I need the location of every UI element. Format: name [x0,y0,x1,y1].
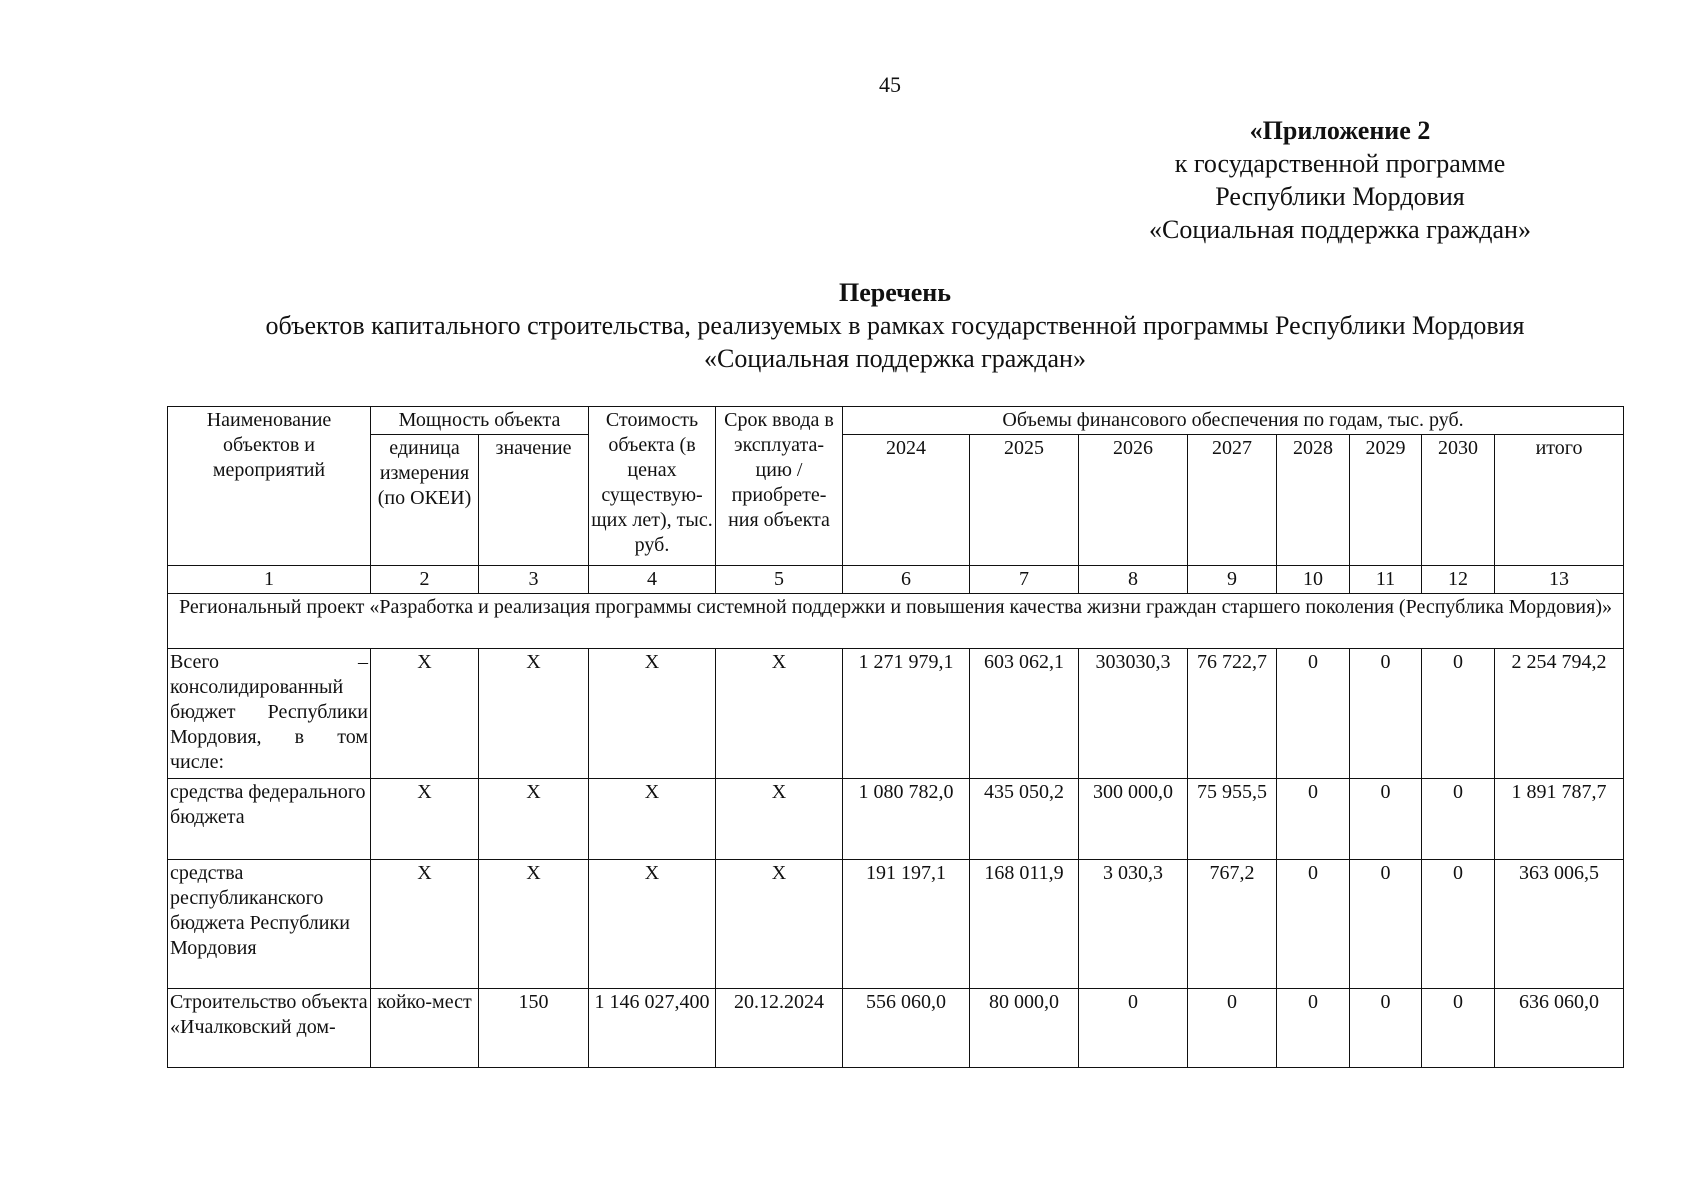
table-cell: 0 [1350,649,1422,779]
appendix-block [1040,114,1640,246]
table-row [168,779,1624,860]
header-year: 2028 [1277,435,1350,566]
table-cell: 363 006,5 [1495,860,1624,989]
table-cell: 1 146 027,400 [589,989,716,1068]
appendix-line: Республики Мордовия [1215,182,1465,211]
table-cell: 636 060,0 [1495,989,1624,1068]
table-cell: койко-мест [371,989,479,1068]
table-cell: 767,2 [1188,860,1277,989]
column-number: 2 [371,566,479,594]
document-heading [150,276,1640,375]
table-cell: 0 [1277,779,1350,860]
table-cell: 0 [1350,989,1422,1068]
header-capacity: Мощность объекта [371,407,589,435]
table-cell: X [589,860,716,989]
table-cell: X [371,649,479,779]
header-year: 2026 [1079,435,1188,566]
table-cell: X [371,860,479,989]
header-year: 2030 [1422,435,1495,566]
table-cell: 603 062,1 [970,649,1079,779]
header-year: 2029 [1350,435,1422,566]
column-number: 10 [1277,566,1350,594]
appendix-title: «Приложение 2 [1249,116,1431,145]
objects-table [167,406,1624,1068]
table-cell: X [589,779,716,860]
heading-subtitle: объектов капитального строительства, реализуемых в рамках государственной программы Республики Мордовия [265,311,1525,340]
table-cell: 0 [1422,649,1495,779]
table-cell: X [479,649,589,779]
table-cell: 0 [1422,989,1495,1068]
section-title: Региональный проект «Разработка и реализация программы системной поддержки и повышения качества жизни граждан старшего поколения (Республика Мордовия)» [168,594,1624,649]
table-cell: X [371,779,479,860]
table-cell: 0 [1079,989,1188,1068]
row-name: Всего – консолидированный бюджет Республики Мордовия, в том числе: [168,649,371,779]
table-cell: 191 197,1 [843,860,970,989]
table-cell: 75 955,5 [1188,779,1277,860]
table-cell: 76 722,7 [1188,649,1277,779]
table-cell: 2 254 794,2 [1495,649,1624,779]
table-cell: X [716,649,843,779]
header-unit: единица измерения (по ОКЕИ) [371,435,479,566]
table-cell: 80 000,0 [970,989,1079,1068]
table-cell: X [479,860,589,989]
appendix-line: к государственной программе [1174,149,1506,178]
table-cell: 435 050,2 [970,779,1079,860]
column-number: 8 [1079,566,1188,594]
table-cell: 303030,3 [1079,649,1188,779]
table-cell: 1 080 782,0 [843,779,970,860]
section-row [168,594,1624,649]
table-row [168,649,1624,779]
table-cell: 0 [1277,860,1350,989]
table-cell: X [716,779,843,860]
column-number: 4 [589,566,716,594]
row-name: средства республиканского бюджета Республики Мордовия [168,860,371,989]
heading-subtitle: «Социальная поддержка граждан» [704,344,1086,373]
table-cell: 168 011,9 [970,860,1079,989]
column-number: 11 [1350,566,1422,594]
table-cell: 0 [1422,779,1495,860]
header-year: 2027 [1188,435,1277,566]
header-value: значение [479,435,589,566]
table-cell: 1 891 787,7 [1495,779,1624,860]
table-cell: 20.12.2024 [716,989,843,1068]
column-number-row [168,566,1624,594]
header-total: итого [1495,435,1624,566]
column-number: 3 [479,566,589,594]
table-cell: X [479,779,589,860]
page-number: 45 [879,72,901,97]
header-row [168,407,1624,435]
table-row [168,989,1624,1068]
table-cell: 0 [1277,649,1350,779]
header-row [168,435,1624,566]
heading-title: Перечень [838,278,952,307]
column-number: 5 [716,566,843,594]
column-number: 1 [168,566,371,594]
header-term: Срок ввода в эксплуата-цию / приобрете-ния объекта [716,407,843,566]
table-cell: 0 [1277,989,1350,1068]
table-row [168,860,1624,989]
table-cell: 3 030,3 [1079,860,1188,989]
appendix-line: «Социальная поддержка граждан» [1149,215,1531,244]
row-name: средства федерального бюджета [168,779,371,860]
table-cell: 300 000,0 [1079,779,1188,860]
header-name: Наименование объектов и мероприятий [168,407,371,566]
header-funding: Объемы финансового обеспечения по годам, тыс. руб. [843,407,1624,435]
table-cell: 556 060,0 [843,989,970,1068]
table-cell: 150 [479,989,589,1068]
table-cell: 0 [1422,860,1495,989]
table-cell: X [716,860,843,989]
header-year: 2025 [970,435,1079,566]
table-cell: 0 [1350,779,1422,860]
column-number: 7 [970,566,1079,594]
header-year: 2024 [843,435,970,566]
header-cost: Стоимость объекта (в ценах существую-щих лет), тыс. руб. [589,407,716,566]
table-cell: 1 271 979,1 [843,649,970,779]
column-number: 6 [843,566,970,594]
table-cell: 0 [1350,860,1422,989]
column-number: 13 [1495,566,1624,594]
column-number: 12 [1422,566,1495,594]
column-number: 9 [1188,566,1277,594]
row-name: Строительство объекта «Ичалковский дом- [168,989,371,1068]
table-cell: 0 [1188,989,1277,1068]
table-cell: X [589,649,716,779]
